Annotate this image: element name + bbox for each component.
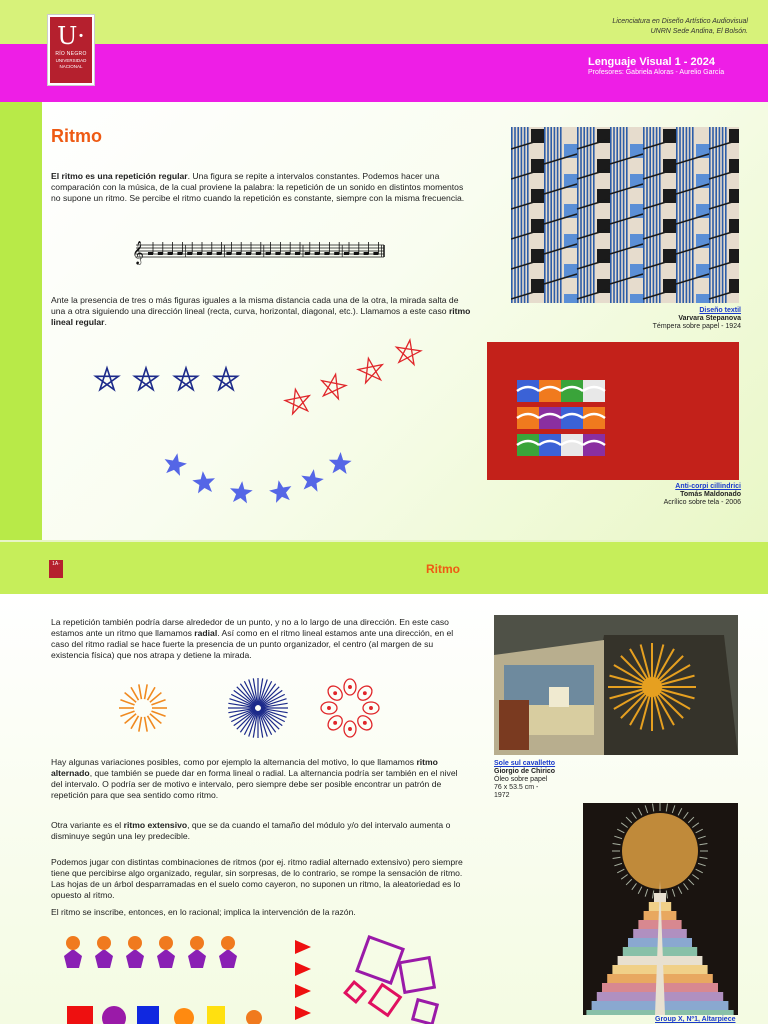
artwork3-caption xyxy=(494,760,555,800)
textile-stripe xyxy=(511,127,513,303)
mald-tile xyxy=(583,434,605,456)
textile-stripe xyxy=(527,127,529,303)
music-note xyxy=(295,252,300,255)
red-star xyxy=(396,340,420,364)
halo-ray xyxy=(692,823,698,828)
textile-square xyxy=(696,294,709,303)
artwork-anti-corpi xyxy=(487,342,739,480)
radial-rhythm-illustration xyxy=(118,672,398,744)
music-note xyxy=(177,252,182,255)
artwork3-size: 76 x 53.5 cm - xyxy=(494,784,539,791)
artwork2-author: Tomás Maldonado xyxy=(680,491,741,498)
bold-text: El ritmo es una repetición regular xyxy=(51,171,188,181)
mald-tile xyxy=(517,434,539,456)
textile-stripe xyxy=(557,127,559,303)
artwork4-title[interactable]: Group X, Nº1, Altarpiece xyxy=(655,1016,736,1023)
textile-stripe xyxy=(715,127,717,303)
music-note xyxy=(226,252,231,255)
textile-stripe xyxy=(659,127,661,303)
halo-ray xyxy=(692,875,698,880)
row-square xyxy=(67,1006,93,1024)
textile-stripe xyxy=(593,127,595,303)
music-note xyxy=(197,252,202,255)
logo-line: RÍO NEGRO xyxy=(55,51,87,57)
textile-stripe xyxy=(583,127,585,303)
textile-stripe xyxy=(646,127,648,303)
mald-tile xyxy=(539,434,561,456)
textile-stripe xyxy=(550,127,552,303)
page2-header-band xyxy=(0,542,768,594)
burst-ray xyxy=(237,710,256,729)
mald-tile xyxy=(561,434,583,456)
music-note xyxy=(236,252,241,255)
burst-ray xyxy=(260,710,279,729)
purple-pentagon xyxy=(219,949,237,968)
halo-ray xyxy=(672,805,674,813)
halo-ray xyxy=(688,817,694,823)
text: Otra variante es el xyxy=(51,820,124,830)
petal-dot xyxy=(334,722,337,725)
textile-stripe xyxy=(613,127,615,303)
textile-stripe xyxy=(623,127,625,303)
text: Ante la presencia de tres o más figuras iguales a la misma distancia cada una de la otra, la mirada salta de una a otra siguiendo una dirección lineal (recta, curva, horizontal, diagonal, etc.). Llamamos a este caso xyxy=(51,295,459,316)
textile-stripe xyxy=(719,127,721,303)
text: . Así como en el ritmo lineal estamos ante una dirección, en el caso del ritmo radial se hace fuerte la presencia de un punto organizador, el centro (al margen de su existencia física) que nos atrapa y detiene la mirada. xyxy=(51,628,454,660)
petal-dot xyxy=(364,722,367,725)
music-staff-illustration xyxy=(130,237,386,265)
textile-stripe xyxy=(580,127,582,303)
text: . Una figura se repite a intervalos constantes. Podemos hacer una comparación con la música, de la cual proviene la palabra: la repetición de un sonido en distintos momentos no supone un ritmo. Se percibe el ritmo cuando la repetición es constante, siempre con la misma frecuencia. xyxy=(51,171,465,203)
halo-ray xyxy=(613,843,621,844)
burst-ray xyxy=(151,711,165,716)
purple-pentagon xyxy=(126,949,144,968)
halo-ray xyxy=(626,817,632,823)
orange-dot xyxy=(221,936,235,950)
burst-ray xyxy=(145,717,148,732)
rotated-square xyxy=(357,937,403,983)
paragraph-extensive xyxy=(51,820,469,842)
paragraph-conclusion: El ritmo se inscribe, entonces, en lo racional; implica la intervención de la razón. xyxy=(51,907,356,917)
music-note xyxy=(354,252,359,255)
small-building xyxy=(549,687,569,707)
music-note xyxy=(315,252,320,255)
petal-dot xyxy=(349,686,352,689)
bold-text: radial xyxy=(194,628,218,638)
music-note xyxy=(275,252,280,255)
halo-ray xyxy=(621,823,627,828)
halo-ray xyxy=(684,812,689,818)
textile-stripe xyxy=(722,127,724,303)
rotated-square xyxy=(400,958,435,993)
textile-stripe xyxy=(626,127,628,303)
text: , que también se puede dar en forma lineal o radial. La alternancia podría ser también en el nivel del intervalo. O podría ser de motivo e intervalo, pero siempre debe ser posible encontrar un patrón de repetición para que sea sentido como ritmo. xyxy=(51,768,458,800)
burst-ray xyxy=(139,684,142,699)
logo-line: NACIONAL xyxy=(59,64,83,69)
halo-ray xyxy=(652,804,653,812)
artwork1-author: Varvara Stepanova xyxy=(678,315,741,322)
navy-radial-burst xyxy=(228,678,288,738)
artwork2-title[interactable]: Anti-corpi cillindrici xyxy=(675,483,741,490)
textile-stripe xyxy=(682,127,684,303)
burst-ray xyxy=(145,684,148,699)
halo-ray xyxy=(696,829,703,833)
red-arrow xyxy=(295,1006,311,1020)
music-note xyxy=(158,252,163,255)
mald-tile xyxy=(583,380,605,402)
red-star xyxy=(322,374,346,399)
artwork4-caption xyxy=(655,1016,735,1024)
mald-tile xyxy=(517,380,539,402)
textile-stripe xyxy=(689,127,691,303)
textile-stripe xyxy=(590,127,592,303)
textile-stripe xyxy=(514,127,516,303)
logo-letter: U· xyxy=(57,22,85,50)
music-note xyxy=(344,252,349,255)
music-note xyxy=(217,252,222,255)
orange-dot xyxy=(159,936,173,950)
burst-ray xyxy=(237,687,256,706)
music-note xyxy=(168,252,173,255)
blue-star xyxy=(165,453,187,476)
artwork3-year: 1972 xyxy=(494,792,510,799)
mald-tile xyxy=(517,407,539,429)
halo-ray xyxy=(688,879,694,885)
paragraph-combinations: Podemos jugar con distintas combinaciones de ritmos (por ej. ritmo radial alternado extensivo) pero siempre tiene que percibirse algo organizado, regular, sin sorpresas, de lo contrario, se rompe la sensación de ritmo. Las hojas de un árbol desparramadas en el suelo como cayeron, no suponen un ritmo, la aleatoriedad es lo opuesto al ritmo. xyxy=(51,857,463,900)
rotated-square xyxy=(370,985,401,1016)
music-note xyxy=(246,252,251,255)
course-title: Lenguaje Visual 1 - 2024 xyxy=(588,56,715,68)
textile-stripe xyxy=(554,127,556,303)
textile-stripe xyxy=(610,127,612,303)
svg-text:𝄞: 𝄞 xyxy=(132,240,144,264)
textile-stripe xyxy=(524,127,526,303)
paragraph-intro xyxy=(51,171,468,204)
textile-stripe xyxy=(521,127,523,303)
halo-ray xyxy=(626,879,632,885)
artwork1-technique: Témpera sobre papel - 1924 xyxy=(652,323,741,330)
textile-stripe xyxy=(544,127,546,303)
textile-stripe xyxy=(712,127,714,303)
purple-pentagon xyxy=(157,949,175,968)
petal-dot xyxy=(334,692,337,695)
halo-ray xyxy=(672,889,674,897)
halo-ray xyxy=(621,875,627,880)
artwork2-caption xyxy=(664,483,741,507)
burst-ray xyxy=(151,700,165,705)
artwork-textile-design xyxy=(511,127,739,303)
halo-ray xyxy=(613,857,621,858)
campus-label: UNRN Sede Andina, El Bolsón. xyxy=(650,28,748,35)
artwork3-author: Giorgio de Chirico xyxy=(494,768,556,775)
alternating-pentagon-row xyxy=(64,936,237,968)
navy-star xyxy=(135,368,158,390)
bold-text: ritmo alternado xyxy=(51,757,438,778)
halo-ray xyxy=(684,883,689,889)
textile-stripe xyxy=(643,127,645,303)
textile-stripe xyxy=(686,127,688,303)
purple-pentagon xyxy=(188,949,206,968)
halo-ray xyxy=(678,887,682,894)
music-note xyxy=(256,252,261,255)
degree-label: Licenciatura en Diseño Artístico Audiovisual xyxy=(612,18,748,25)
blue-star-curve xyxy=(165,452,352,503)
text: Hay algunas variaciones posibles, como por ejemplo la alternancia del motivo, lo que llamamos xyxy=(51,757,417,767)
purple-pentagon xyxy=(64,949,82,968)
blue-star xyxy=(269,480,291,503)
purple-pentagon xyxy=(95,949,113,968)
music-note xyxy=(305,252,310,255)
mald-tile xyxy=(583,407,605,429)
halo-ray xyxy=(632,883,637,889)
alternating-shape-row xyxy=(67,1006,262,1024)
petal-dot xyxy=(328,707,331,710)
text: La repetición también podría darse alrededor de un punto, y no a lo largo de una dirección. En este caso estamos ante un ritmo que llamamos xyxy=(51,617,449,638)
textile-stripe xyxy=(587,127,589,303)
text: . xyxy=(104,317,107,327)
rotated-square xyxy=(345,982,365,1002)
music-note xyxy=(187,252,192,255)
textile-stripe xyxy=(656,127,658,303)
music-note xyxy=(334,252,339,255)
paragraph-radial xyxy=(51,617,469,661)
petal-dot xyxy=(349,728,352,731)
armchair xyxy=(499,700,529,750)
navy-star xyxy=(215,368,238,390)
textile-stripe xyxy=(653,127,655,303)
red-arrow-column xyxy=(295,940,311,1024)
textile-stripe xyxy=(560,127,562,303)
halo-ray xyxy=(614,836,622,838)
mald-tile xyxy=(561,407,583,429)
page2-logo: 1A· xyxy=(49,560,63,578)
sun-disk xyxy=(642,677,662,697)
row-circle xyxy=(174,1008,194,1024)
halo-ray xyxy=(614,863,622,865)
navy-star xyxy=(96,368,119,390)
halo-ray xyxy=(696,869,703,873)
textile-stripe xyxy=(725,127,727,303)
halo-ray xyxy=(698,863,706,865)
artwork1-title[interactable]: Diseño textil xyxy=(699,307,741,314)
bold-text: ritmo extensivo xyxy=(123,820,188,830)
halo-ray xyxy=(632,812,637,818)
textile-stripe xyxy=(709,127,711,303)
textile-square xyxy=(630,294,643,303)
logo-line: UNIVERSIDAD xyxy=(55,58,87,63)
halo-ray xyxy=(617,869,624,873)
textile-stripe xyxy=(616,127,618,303)
blue-star xyxy=(230,481,253,503)
blue-star xyxy=(329,452,352,474)
orange-dot xyxy=(97,936,111,950)
artwork1-caption xyxy=(653,307,741,331)
burst-ray xyxy=(260,687,279,706)
blue-star xyxy=(301,469,324,492)
halo-ray xyxy=(638,808,642,815)
red-star xyxy=(285,389,309,414)
professors-label: Profesores: Gabriela Aloras - Aurelio García xyxy=(588,69,725,76)
music-note xyxy=(148,252,153,255)
textile-stripe xyxy=(517,127,519,303)
red-star-diagonal xyxy=(285,340,421,414)
textile-stripe xyxy=(547,127,549,303)
row-circle xyxy=(102,1006,126,1024)
blue-star xyxy=(192,471,215,493)
orange-dot xyxy=(190,936,204,950)
artwork3-title[interactable]: Sole sul cavalletto xyxy=(494,760,556,767)
music-note xyxy=(285,252,290,255)
paragraph-alternate xyxy=(51,757,469,801)
halo-ray xyxy=(666,891,667,899)
red-arrow xyxy=(295,940,311,954)
music-note xyxy=(373,252,378,255)
artwork2-technique: Acrílico sobre tela - 2006 xyxy=(663,499,741,506)
navy-star-row xyxy=(96,368,238,390)
music-note xyxy=(324,252,329,255)
logo-badge xyxy=(50,17,92,83)
halo-ray xyxy=(698,836,706,838)
halo-ray xyxy=(652,891,653,899)
petal-dot xyxy=(364,692,367,695)
halo-ray xyxy=(666,804,667,812)
music-note xyxy=(364,252,369,255)
orange-dot xyxy=(66,936,80,950)
paragraph-linear xyxy=(51,295,471,328)
artwork-sole-sul-cavalletto xyxy=(494,615,738,755)
music-note xyxy=(207,252,212,255)
navy-star xyxy=(175,368,198,390)
alternating-rhythm-shapes xyxy=(55,930,475,1024)
textile-stripe xyxy=(676,127,678,303)
rotated-square xyxy=(413,1000,437,1024)
burst-ray xyxy=(139,717,142,732)
textile-square xyxy=(564,294,577,303)
halo-ray xyxy=(700,857,708,858)
text: , que se da cuando el tamaño del módulo y/o del intervalo aumenta o disminuye según una ley predecible. xyxy=(51,820,451,841)
halo-ray xyxy=(678,808,682,815)
textile-stripe xyxy=(620,127,622,303)
music-note xyxy=(266,252,271,255)
red-arrow xyxy=(295,962,311,976)
halo-ray xyxy=(617,829,624,833)
petal-dot xyxy=(370,707,373,710)
linear-rhythm-stars-illustration xyxy=(85,335,430,510)
row-square xyxy=(137,1006,159,1024)
row-circle xyxy=(246,1010,262,1024)
mald-tile xyxy=(561,380,583,402)
halo-ray xyxy=(645,805,647,813)
orange-dot xyxy=(128,936,142,950)
row-square xyxy=(207,1006,225,1024)
page-title: Ritmo xyxy=(51,126,102,146)
halo-ray xyxy=(645,889,647,897)
orange-radial-burst xyxy=(119,684,167,731)
page2-title: Ritmo xyxy=(426,562,460,576)
textile-stripe xyxy=(649,127,651,303)
artwork3-technique: Óleo sobre papel xyxy=(494,776,548,783)
red-radial-flower xyxy=(321,679,379,737)
textile-stripe xyxy=(577,127,579,303)
bold-text: ritmo lineal regular xyxy=(51,306,471,327)
textile-stripe xyxy=(692,127,694,303)
red-star xyxy=(358,358,382,383)
red-arrow xyxy=(295,984,311,998)
gold-circle xyxy=(622,813,698,889)
university-logo xyxy=(47,14,95,86)
halo-ray xyxy=(638,887,642,894)
textile-stripe xyxy=(679,127,681,303)
rotating-squares xyxy=(345,937,437,1024)
burst-ray xyxy=(120,711,134,716)
mald-tile xyxy=(539,380,561,402)
burst-ray xyxy=(120,700,134,705)
artwork-altarpiece xyxy=(583,803,738,1015)
mald-tile xyxy=(539,407,561,429)
halo-ray xyxy=(700,843,708,844)
